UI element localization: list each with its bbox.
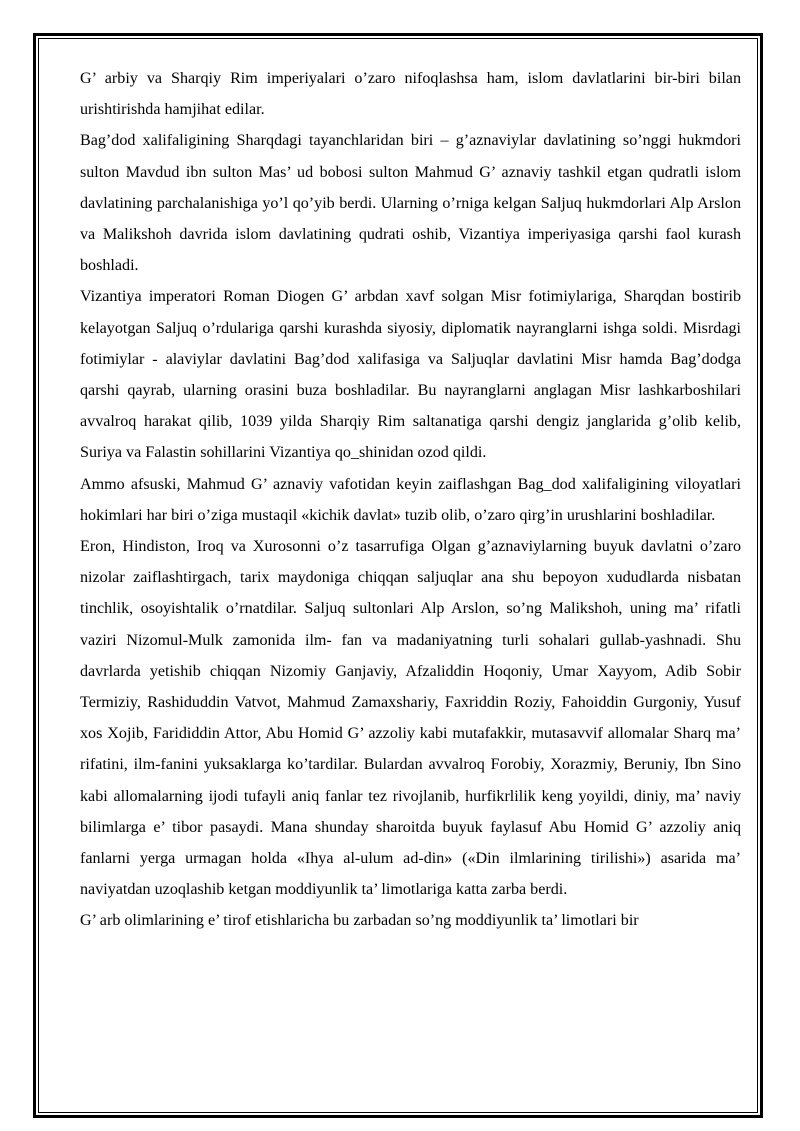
paragraph-3: Vizantiya imperatori Roman Diogen G’ arbdan xavf solgan Misr fotimiylariga, Sharqdan bostirib kelayotgan Saljuq o’rdulariga qarshi kurashda siyosiy, diplomatik nayranglarni ishga soldi. Misrdagi fotimiylar - alaviylar davlatini Bag’dod xalifasiga va Saljuqlar davlatini Misr hamda Bag’dodga qarshi qayrab, ularning orasini buza boshladilar. Bu nayranglarni anglagan Misr lashkarboshilari avvalroq harakat qilib, 1039 yilda Sharqiy Rim saltanatiga qarshi dengiz janglarida g’olib kelib, Suriya va Falastin sohillarini Vizantiya qo_shinidan ozod qildi. [80, 288, 741, 462]
document-body [80, 63, 741, 937]
paragraph-2: Bag’dod xalifaligining Sharqdagi tayanchlaridan biri – g’aznaviylar davlatining so’nggi hukmdori sulton Mavdud ibn sulton Mas’ ud bobosi sulton Mahmud G’ aznaviy tashkil etgan qudratli islom davlatining parchalanishiga yo’l qo’yib berdi. Ularning o’rniga kelgan Saljuq hukmdorlari Alp Arslon va Malikshoh davrida islom davlatining qudrati oshib, Vizantiya imperiyasiga qarshi faol kurash boshladi. [80, 132, 741, 275]
paragraph-4: Ammo afsuski, Mahmud G’ aznaviy vafotidan keyin zaiflashgan Bag_dod xalifaligining viloyatlari hokimlari har biri o’ziga mustaqil «kichik davlat» tuzib olib, o’zaro qirg’in urushlarini boshladilar. [80, 475, 741, 524]
paragraph-6: G’ arb olimlarining e’ tirof etishlaricha bu zarbadan so’ng moddiyunlik ta’ limotlari bir [80, 912, 639, 930]
paragraph-1: G’ arbiy va Sharqiy Rim imperiyalari o’zaro nifoqlashsa ham, islom davlatlarini bir-biri bilan urishtirishda hamjihat edilar. [80, 70, 741, 119]
paragraph-5: Eron, Hindiston, Iroq va Xurosonni o’z tasarrufiga Olgan g’aznaviylarning buyuk davlatni o’zaro nizolar zaiflashtirgach, tarix maydoniga chiqqan saljuqlar ana shu bepoyon xududlarda nisbatan tinchlik, osoyishtalik o’rnatdilar. Saljuq sultonlari Alp Arslon, so’ng Malikshoh, uning ma’ rifatli vaziri Nizomul-Mulk zamonida ilm- fan va madaniyatning turli sohalari gullab-yashnadi. Shu davrlarda yetishib chiqqan Nizomiy Ganjaviy, Afzaliddin Hoqoniy, Umar Xayyom, Adib Sobir Termiziy, Rashiduddin Vatvot, Mahmud Zamaxshariy, Faxriddin Roziy, Fahoiddin Gurgoniy, Yusuf xos Xojib, Farididdin Attor, Abu Homid G’ azzoliy kabi mutafakkir, mutasavvif allomalar Sharq ma’ rifatini, ilm-fanini yuksaklarga ko’tardilar. Bulardan avvalroq Forobiy, Xorazmiy, Beruniy, Ibn Sino kabi allomalarning ijodi tufayli aniq fanlar tez rivojlanib, hurfikrlilik keng yoyildi, diniy, ma’ naviy bilimlarga e’ tibor pasaydi. Mana shunday sharoitda buyuk faylasuf Abu Homid G’ azzoliy aniq fanlarni yerga urmagan holda «Ihya al-ulum ad-din» («Din ilmlarining tirilishi») asarida ma’ naviyatdan uzoqlashib ketgan moddiyunlik ta’ limotlariga katta zarba berdi. [80, 538, 741, 899]
